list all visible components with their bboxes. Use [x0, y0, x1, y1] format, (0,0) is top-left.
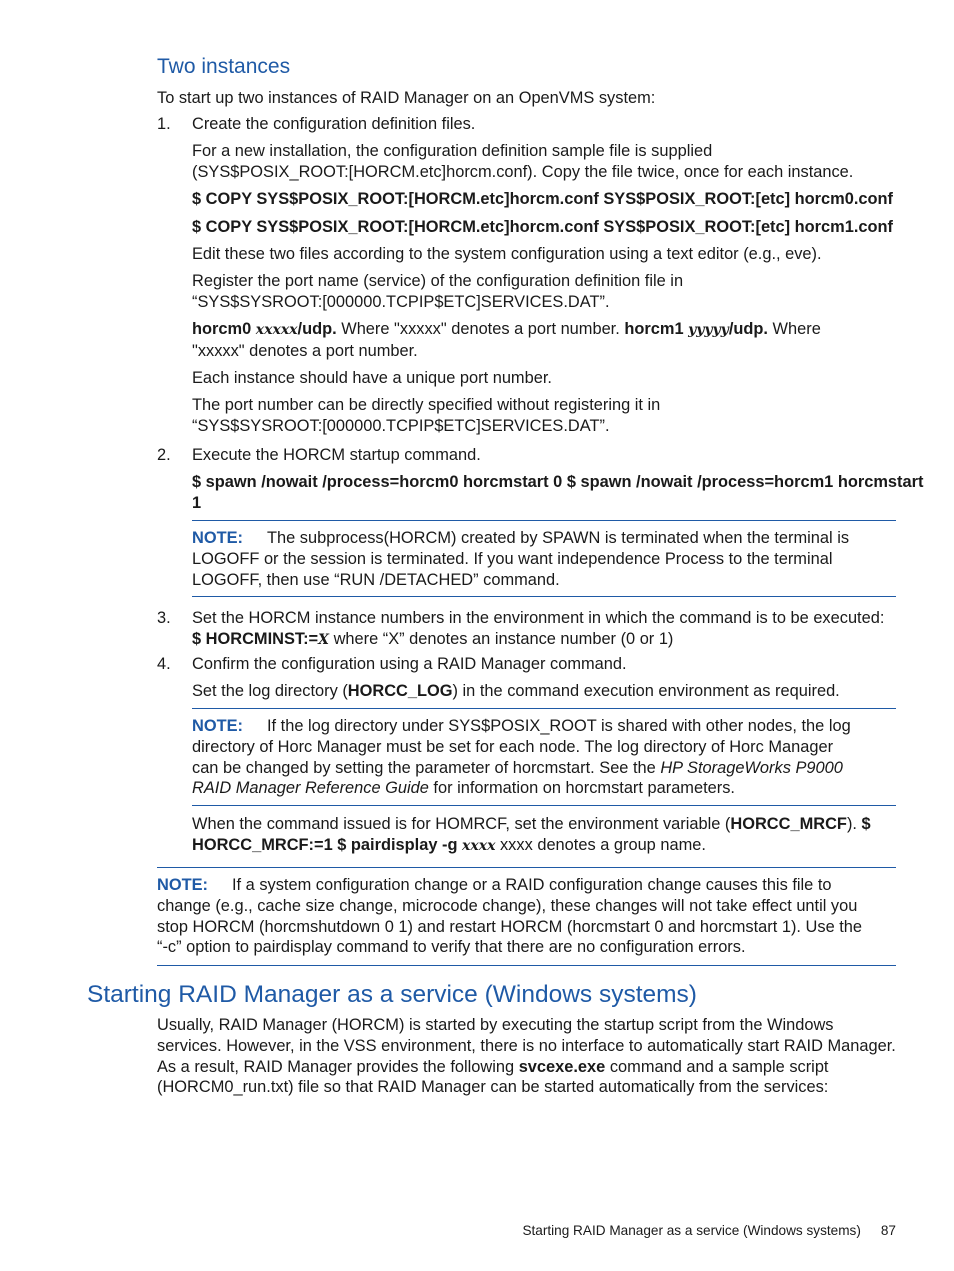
- page-footer: [522, 1222, 896, 1240]
- port-line: [192, 319, 821, 341]
- command: svcexe.exe: [518, 1057, 606, 1076]
- command-var: X: [318, 632, 330, 648]
- reference-title: HP StorageWorks P9000: [660, 758, 843, 777]
- note-text: stop HORCM (horcmshutdown 0 1) and restart HORCM (horcmstart 0 and horcmstart 1). Use the: [157, 917, 863, 936]
- command-line: $ spawn /nowait /process=horcm0 horcmstart 0 $ spawn /nowait /process=horcm1 horcmstart: [192, 473, 924, 491]
- paragraph-line: For a new installation, the configuration definition sample file is supplied: [192, 142, 713, 160]
- note-text: directory of Horc Manager must be set for each node. The log directory of Horc Manager: [192, 737, 834, 756]
- note-text: “-c” option to pairdisplay command to verify that there are no configuration errors.: [157, 938, 746, 957]
- paragraph: [157, 1015, 897, 1098]
- port-proto: /udp.: [728, 320, 768, 338]
- footer-title: Starting RAID Manager as a service (Windows systems): [522, 1223, 861, 1238]
- command-desc: where “X” denotes an instance number (0 or 1): [329, 630, 674, 648]
- step-text: Execute the HORCM startup command.: [192, 446, 481, 464]
- step-text: Create the configuration definition files.: [192, 115, 476, 133]
- env-var: HORCC_MRCF: [730, 815, 847, 833]
- port-var: xxxxx: [255, 322, 298, 338]
- paragraph-line: The port number can be directly specified without registering it in: [192, 396, 661, 414]
- note-label: NOTE:: [157, 876, 208, 894]
- paragraph-line: (SYS$POSIX_ROOT:[HORCM.etc]horcm.conf). Copy the file twice, once for each instance.: [192, 163, 854, 181]
- note-box: [192, 520, 896, 597]
- step-text: Set the HORCM instance numbers in the environment in which the command is to be executed:: [192, 609, 885, 627]
- page-number: 87: [880, 1223, 896, 1238]
- note-text: The subprocess(HORCM) created by SPAWN is terminated when the terminal is: [267, 529, 850, 547]
- step-number: 4.: [157, 655, 171, 673]
- env-var: HORCC_LOG: [347, 682, 453, 700]
- paragraph-line: Usually, RAID Manager (HORCM) is started by executing the startup script from the Windows: [157, 1016, 834, 1034]
- section-heading: Two instances: [157, 55, 291, 78]
- note-text: [192, 758, 896, 779]
- paragraph-line: Each instance should have a unique port number.: [192, 369, 552, 387]
- paragraph-line: (HORCM0_run.txt) file so that RAID Manager can be started automatically from the services:: [157, 1078, 829, 1097]
- text-run: As a result, RAID Manager provides the following: [157, 1057, 519, 1076]
- step-number: 3.: [157, 609, 171, 627]
- command: $: [861, 815, 871, 833]
- step-number: 2.: [157, 446, 171, 464]
- port-name: horcm1: [624, 320, 684, 338]
- command: HORCC_MRCF:=1 $ pairdisplay -g: [192, 835, 463, 854]
- command-line: 1: [192, 494, 202, 512]
- note-label: NOTE:: [192, 717, 243, 735]
- paragraph-line: [192, 681, 840, 702]
- command-line: [192, 629, 673, 651]
- note-text: change (e.g., cache size change, microcode change), these changes will not take effect until you: [157, 896, 858, 915]
- command-var: xxxx: [462, 837, 496, 854]
- reference-title: RAID Manager Reference Guide: [192, 779, 429, 798]
- text-run: ).: [846, 815, 862, 833]
- note-text: LOGOFF, then use “RUN /DETACHED” command.: [192, 570, 560, 589]
- text-run: xxxx denotes a group name.: [495, 835, 706, 854]
- port-name: horcm0: [192, 320, 252, 338]
- port-desc: Where: [767, 320, 821, 338]
- intro-text: To start up two instances of RAID Manager on an OpenVMS system:: [157, 89, 656, 107]
- note-text: LOGOFF or the session is terminated. If you want independence Process to the terminal: [192, 549, 833, 568]
- command-line: $ COPY SYS$POSIX_ROOT:[HORCM.etc]horcm.conf SYS$POSIX_ROOT:[etc] horcm0.conf: [192, 190, 894, 208]
- note-box: [192, 708, 896, 806]
- paragraph-line: [157, 1057, 897, 1078]
- note-text: If a system configuration change or a RAID configuration change causes this file to: [232, 876, 832, 894]
- paragraph-line: “SYS$SYSROOT:[000000.TCPIP$ETC]SERVICES.DAT”.: [192, 417, 610, 435]
- paragraph-line: "xxxxx" denotes a port number.: [192, 342, 418, 360]
- step-number: 1.: [157, 115, 171, 133]
- text-run: Set the log directory (: [192, 682, 348, 700]
- note-text: If the log directory under SYS$POSIX_ROOT is shared with other nodes, the log: [267, 717, 851, 735]
- paragraph-line: “SYS$SYSROOT:[000000.TCPIP$ETC]SERVICES.DAT”.: [192, 293, 610, 311]
- paragraph-line: services. However, in the VSS environment, there is no interface to automatically start RAID Manager.: [157, 1036, 896, 1055]
- text-run: can be changed by setting the parameter of horcmstart. See the: [192, 758, 661, 777]
- command-line: $ COPY SYS$POSIX_ROOT:[HORCM.etc]horcm.conf SYS$POSIX_ROOT:[etc] horcm1.conf: [192, 218, 894, 236]
- paragraph: [192, 814, 896, 857]
- chapter-heading: Starting RAID Manager as a service (Windows systems): [87, 981, 697, 1008]
- step-text: Confirm the configuration using a RAID Manager command.: [192, 655, 627, 673]
- text-run: When the command issued is for HOMRCF, set the environment variable (: [192, 815, 731, 833]
- note-box: [157, 867, 896, 966]
- port-var: yyyyy: [688, 322, 729, 338]
- text-run: ) in the command execution environment as required.: [452, 682, 840, 700]
- note-text: [192, 778, 896, 799]
- paragraph-line: Register the port name (service) of the configuration definition file in: [192, 272, 684, 290]
- port-proto: /udp.: [297, 320, 337, 338]
- command: $ HORCMINST:=: [192, 630, 319, 648]
- note-label: NOTE:: [192, 529, 243, 547]
- port-desc: Where "xxxxx" denotes a port number.: [336, 320, 625, 338]
- text-run: for information on horcmstart parameters.: [428, 779, 735, 798]
- text-run: command and a sample script: [605, 1057, 829, 1076]
- paragraph-line: Edit these two files according to the system configuration using a text editor (e.g., eve).: [192, 245, 822, 263]
